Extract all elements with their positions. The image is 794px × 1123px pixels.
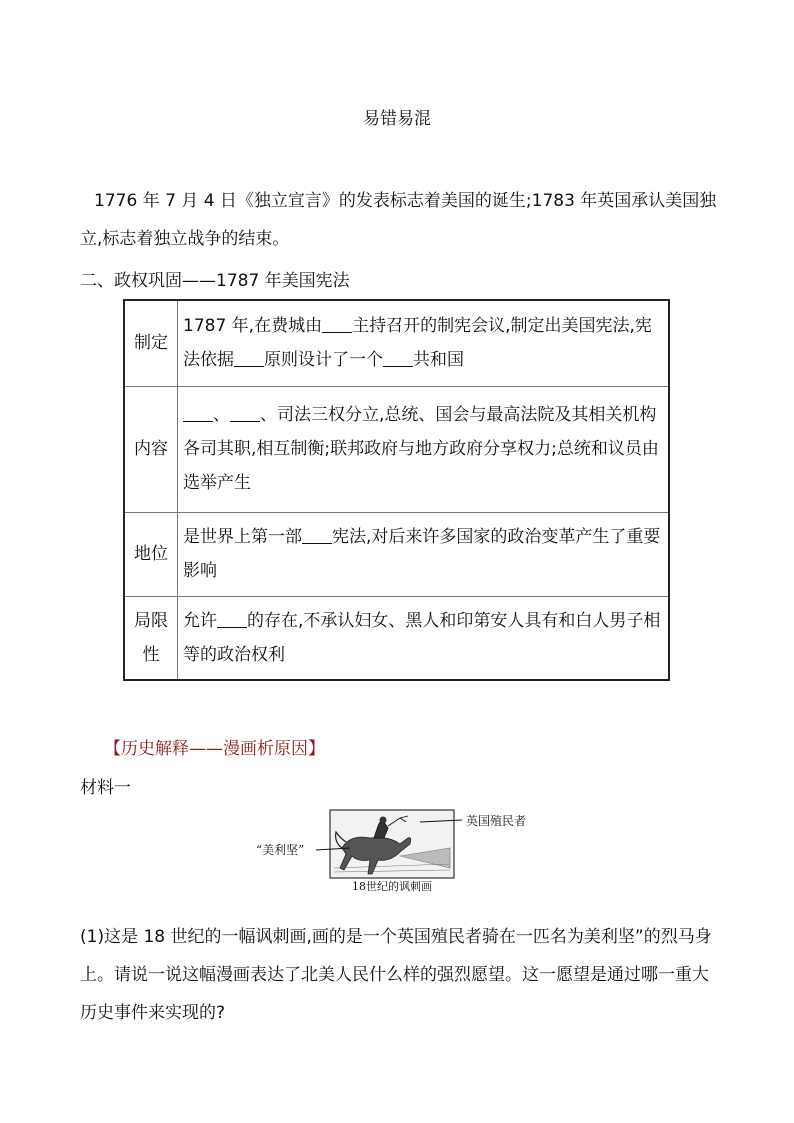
fill-blank bbox=[383, 349, 413, 367]
fill-blank bbox=[234, 349, 264, 367]
section-heading: 二、政权巩固——1787 年美国宪法 bbox=[80, 271, 350, 291]
question-text: (1)这是 18 世纪的一幅讽刺画,画的是一个英国殖民者骑在一匹名为美利坚”的烈马身上。请说一说这幅漫画表达了北美人民什么样的强烈愿望。这一愿望是通过哪一重大历史事件来实现的? bbox=[80, 927, 712, 1023]
america-label: “美利坚” bbox=[256, 843, 305, 857]
table-row bbox=[124, 386, 669, 512]
row-header: 制定 bbox=[124, 300, 178, 386]
text-segment: 主持召开的制宪会议,制定出美国宪法,宪法依据 bbox=[183, 316, 652, 371]
text-segment: 允许 bbox=[183, 610, 217, 631]
row-header: 内容 bbox=[124, 386, 178, 512]
fill-blank bbox=[183, 404, 213, 422]
text-segment: 是世界上第一部 bbox=[183, 527, 302, 547]
page-title: 易错易混 bbox=[363, 109, 431, 129]
text-segment: 、司法三权分立,总统、国会与最高法院及其相关机构各司其职,相互制衡;联邦政府与地方政府分享权力;总统和议员由选举产生 bbox=[183, 405, 659, 493]
row-header: 局限性 bbox=[124, 596, 178, 680]
text-segment: 共和国 bbox=[413, 350, 464, 371]
colonist-label: 英国殖民者 bbox=[466, 814, 527, 828]
intro-paragraph: 1776 年 7 月 4 日《独立宣言》的发表标志着美国的诞生;1783 年英国承认美国独立,标志着独立战争的结束。 bbox=[80, 191, 717, 249]
table-row bbox=[124, 512, 669, 596]
row-header: 地位 bbox=[124, 512, 178, 596]
fill-blank bbox=[302, 526, 332, 544]
table-row bbox=[124, 300, 669, 386]
constitution-table bbox=[123, 299, 670, 681]
text-segment: 原则设计了一个 bbox=[264, 350, 383, 371]
text-segment: 的存在,不承认妇女、黑人和印第安人具有和白人男子相等的政治权利 bbox=[183, 610, 661, 665]
explain-heading: 【历史解释——漫画析原因】 bbox=[104, 739, 325, 759]
fill-blank bbox=[230, 404, 260, 422]
material-label: 材料一 bbox=[80, 778, 131, 798]
row-content bbox=[178, 300, 670, 386]
table-row bbox=[124, 596, 669, 680]
row-content bbox=[178, 596, 670, 680]
text-segment: 1787 年,在费城由 bbox=[183, 316, 323, 337]
row-content bbox=[178, 512, 670, 596]
text-segment: 、 bbox=[213, 405, 230, 425]
row-content bbox=[178, 386, 670, 512]
rider-head bbox=[380, 817, 387, 824]
fill-blank bbox=[322, 315, 352, 333]
satirical-cartoon bbox=[250, 808, 550, 892]
figure-caption: 18世纪的讽刺画 bbox=[352, 880, 432, 892]
fill-blank bbox=[217, 610, 247, 628]
text-segment: 宪法,对后来许多国家的政治变革产生了重要影响 bbox=[183, 527, 661, 581]
